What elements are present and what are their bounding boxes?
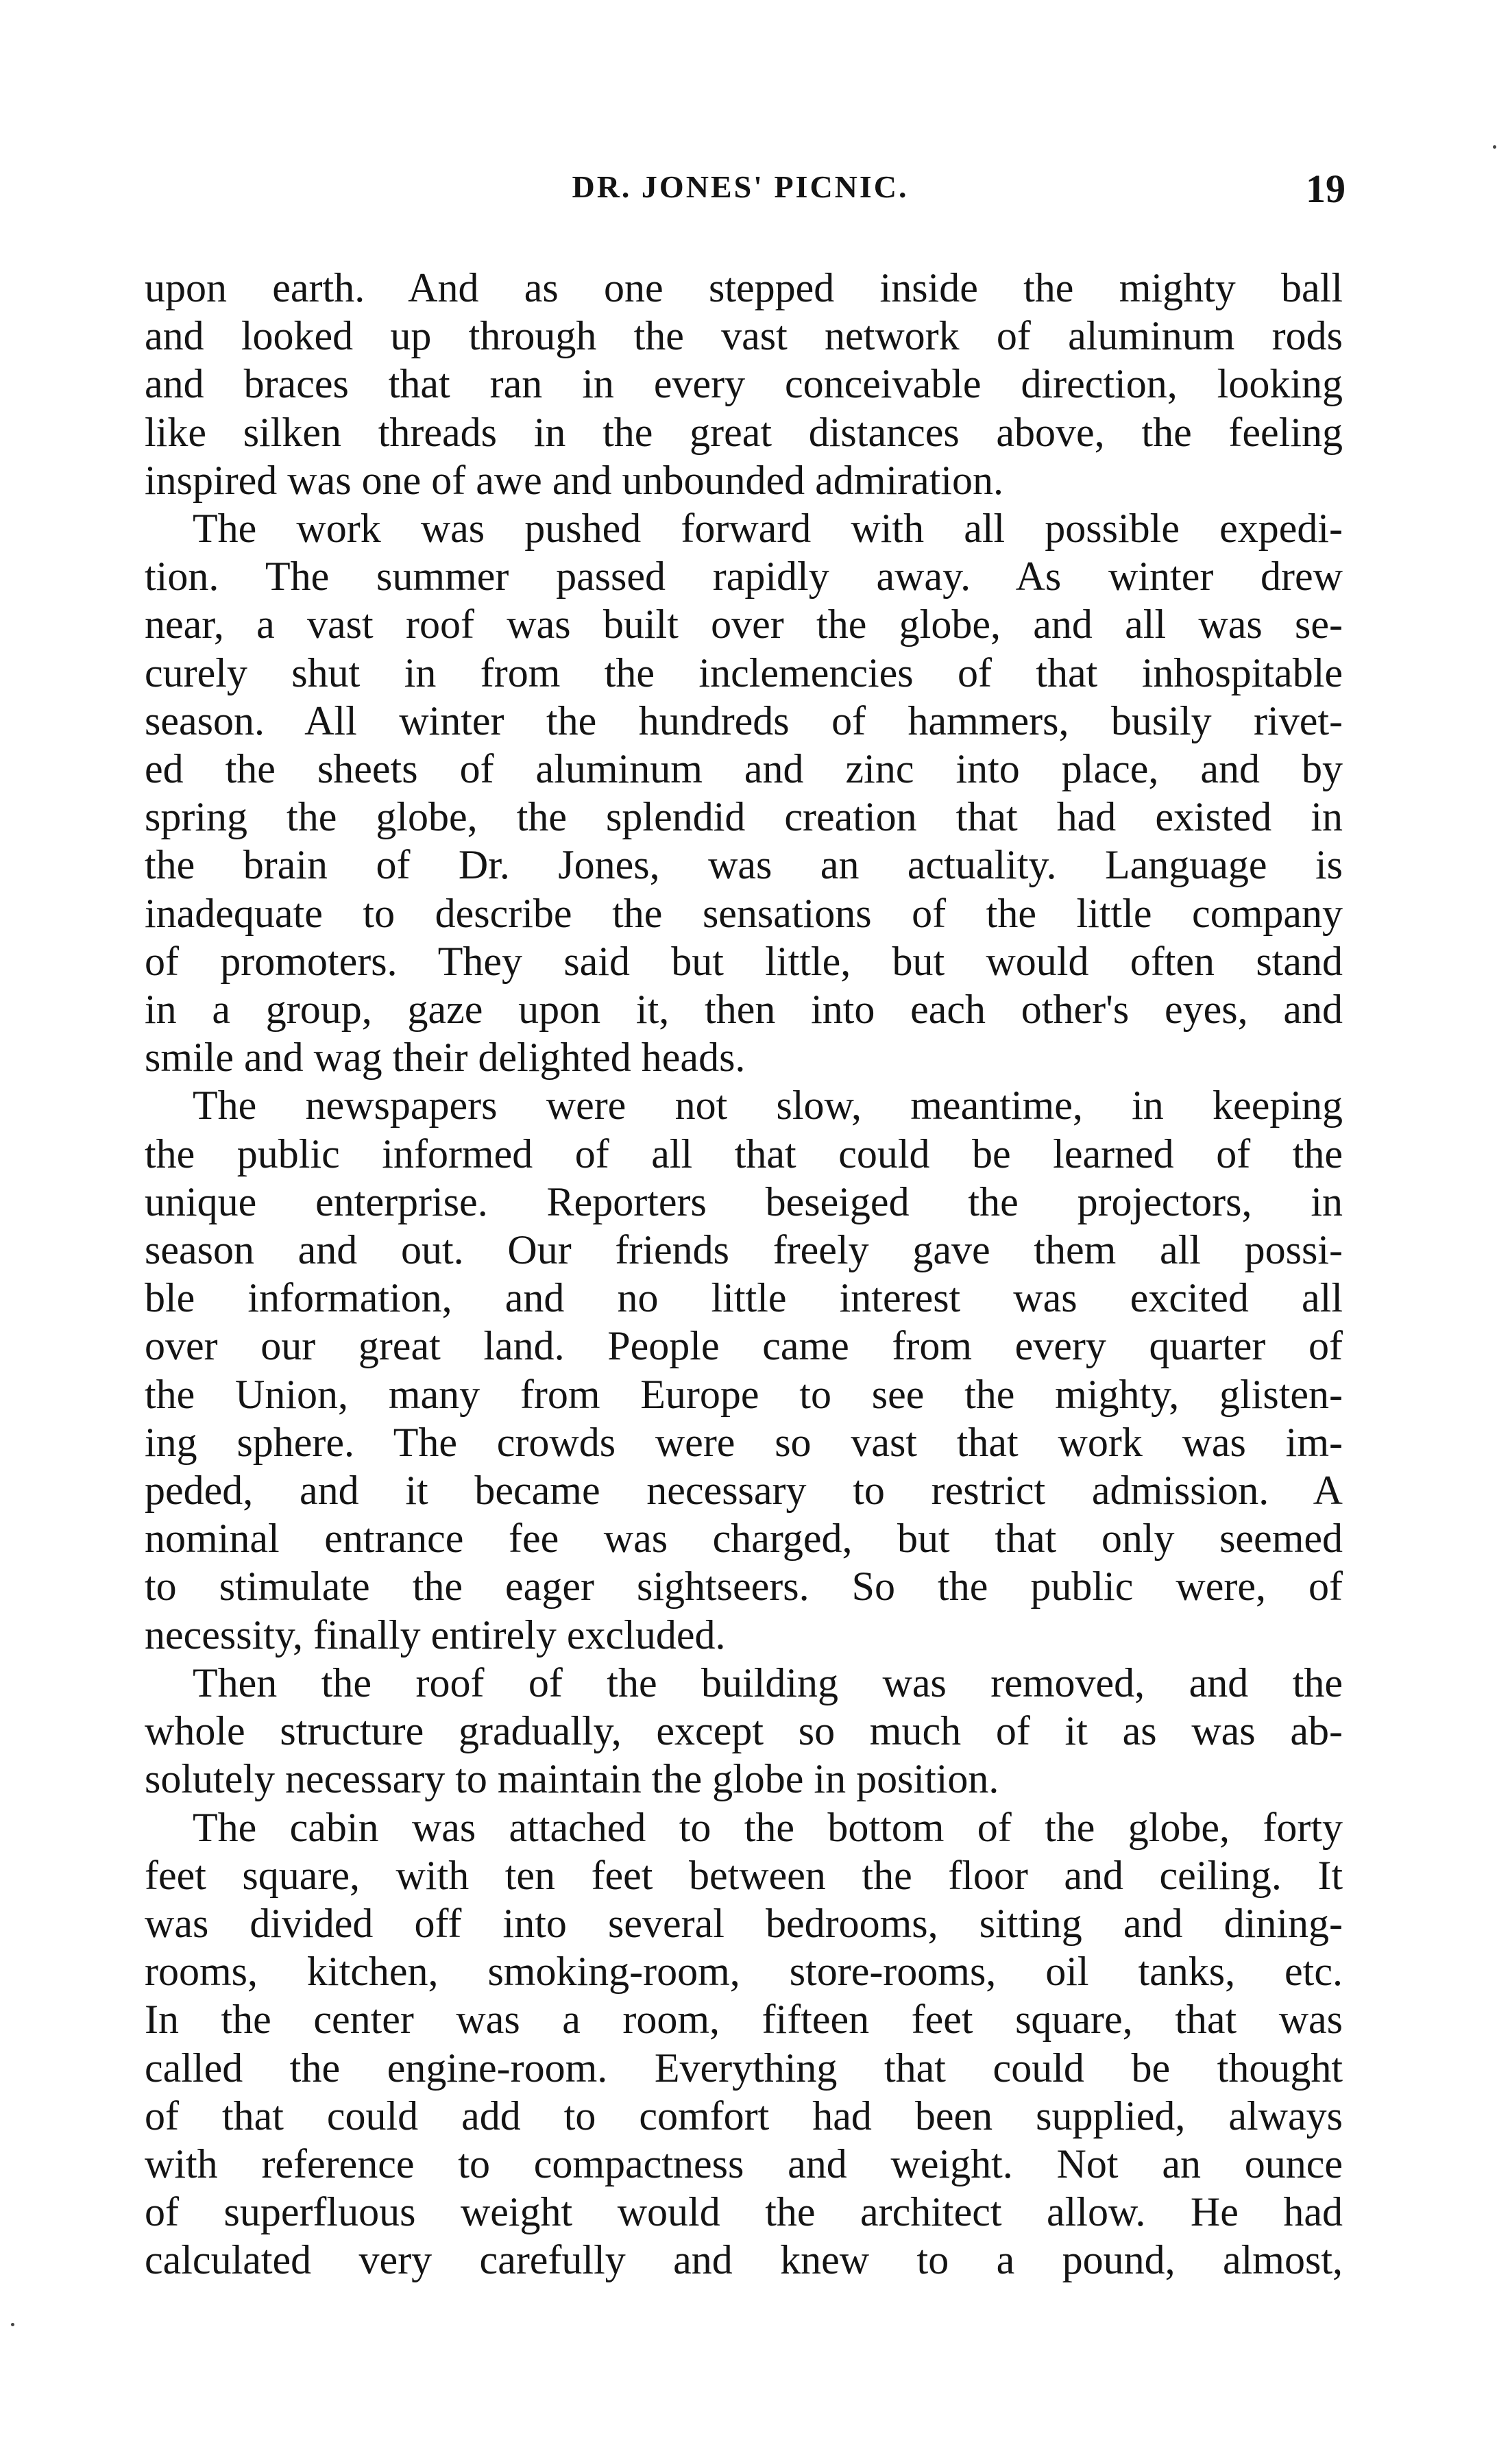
text-line: over our great land. People came from every quarter of — [145, 1323, 1343, 1369]
text-line: peded, and it became necessary to restrict admission. A — [145, 1468, 1343, 1514]
running-head-title: DR. JONES' PICNIC. — [572, 169, 909, 204]
paragraph — [145, 1803, 1343, 2284]
text-line: and braces that ran in every conceivable direction, looking — [145, 361, 1343, 407]
text-line: solutely necessary to maintain the globe in position. — [145, 1756, 999, 1802]
text-line: like silken threads in the great distances above, the feeling — [145, 409, 1343, 455]
text-line: whole structure gradually, except so much of it as was ab- — [145, 1708, 1343, 1754]
text-line: curely shut in from the inclemencies of that inhospitable — [145, 650, 1343, 695]
text-line: called the engine-room. Everything that could be thought — [145, 2045, 1343, 2091]
scan-speck — [11, 2323, 14, 2326]
text-line: Then the roof of the building was removed, and the — [193, 1660, 1343, 1705]
text-line: the brain of Dr. Jones, was an actuality. Language is — [145, 842, 1343, 888]
text-line: season and out. Our friends freely gave them all possi- — [145, 1227, 1343, 1273]
text-line: of promoters. They said but little, but would often stand — [145, 938, 1343, 984]
text-line: ble information, and no little interest was excited all — [145, 1275, 1343, 1321]
text-line: The cabin was attached to the bottom of the globe, forty — [193, 1804, 1343, 1850]
scan-speck — [1493, 145, 1496, 149]
text-line: in a group, gaze upon it, then into each other's eyes, and — [145, 987, 1343, 1033]
running-head — [0, 163, 1510, 211]
text-line: feet square, with ten feet between the floor and ceiling. It — [145, 1852, 1343, 1898]
text-line: calculated very carefully and knew to a pound, almost, — [145, 2237, 1343, 2283]
text-line: necessity, finally entirely excluded. — [145, 1612, 726, 1658]
body-text — [145, 264, 1343, 2284]
text-line: with reference to compactness and weight. Not an ounce — [145, 2141, 1343, 2186]
text-line: upon earth. And as one stepped inside the mighty ball — [145, 265, 1343, 310]
text-line: nominal entrance fee was charged, but that only seemed — [145, 1516, 1343, 1562]
text-line: ed the sheets of aluminum and zinc into place, and by — [145, 746, 1343, 792]
text-line: near, a vast roof was built over the globe, and all was se- — [145, 602, 1343, 648]
text-line: was divided off into several bedrooms, sitting and dining- — [145, 1900, 1343, 1946]
text-line: and looked up through the vast network of aluminum rods — [145, 313, 1343, 359]
paragraph — [145, 1081, 1343, 1658]
text-line: season. All winter the hundreds of hammers, busily rivet- — [145, 698, 1343, 743]
paragraph — [145, 504, 1343, 1081]
text-line: spring the globe, the splendid creation that had existed in — [145, 794, 1343, 840]
text-line: rooms, kitchen, smoking-room, store-rooms, oil tanks, etc. — [145, 1949, 1343, 1995]
text-line: the public informed of all that could be learned of the — [145, 1131, 1343, 1176]
text-line: tion. The summer passed rapidly away. As winter drew — [145, 554, 1343, 600]
text-line: of that could add to comfort had been supplied, always — [145, 2093, 1343, 2139]
paragraph — [145, 1659, 1343, 1803]
text-line: In the center was a room, fifteen feet square, that was — [145, 1997, 1343, 2043]
text-line: The work was pushed forward with all possible expedi- — [193, 506, 1343, 552]
text-line: the Union, many from Europe to see the mighty, glisten- — [145, 1371, 1343, 1417]
page-number: 19 — [1306, 167, 1345, 211]
text-line: unique enterprise. Reporters beseiged the projectors, in — [145, 1179, 1343, 1224]
text-line: smile and wag their delighted heads. — [145, 1035, 746, 1081]
paragraph — [145, 264, 1343, 504]
text-line: ing sphere. The crowds were so vast that work was im- — [145, 1419, 1343, 1465]
text-line: of superfluous weight would the architect allow. He had — [145, 2189, 1343, 2235]
text-line: inadequate to describe the sensations of the little company — [145, 890, 1343, 936]
text-line: inspired was one of awe and unbounded admiration. — [145, 457, 1003, 503]
text-line: The newspapers were not slow, meantime, in keeping — [193, 1083, 1343, 1129]
text-line: to stimulate the eager sightseers. So the public were, of — [145, 1564, 1343, 1610]
